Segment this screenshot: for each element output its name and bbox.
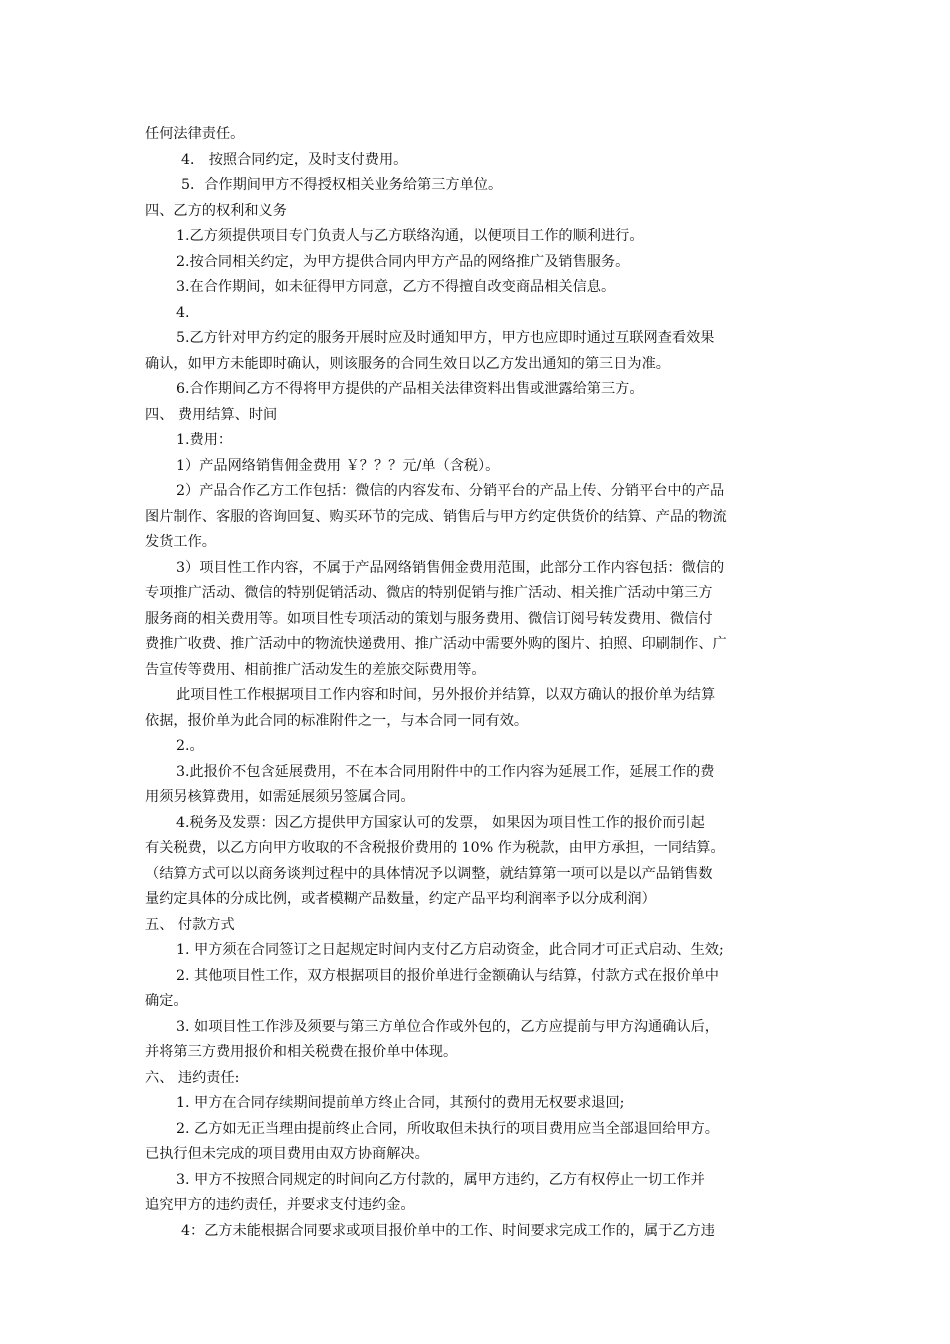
text-line: 并将第三方费用报价和相关税费在报价单中体现。 — [145, 1044, 458, 1060]
text-line: 3. 甲方不按照合同规定的时间向乙方付款的，属甲方违约，乙方有权停止一切工作并 — [176, 1171, 705, 1188]
text-line: 告宣传等费用、相前推广活动发生的差旅交际费用等。 — [145, 661, 486, 678]
text-line: 1.费用： — [176, 432, 233, 448]
text-line: 2.。 — [176, 738, 204, 754]
text-line: 2.按合同相关约定，为甲方提供合同内甲方产品的网络推广及销售服务。 — [176, 253, 630, 270]
text-line: 发货工作。 — [145, 534, 216, 550]
text-line: 6.合作期间乙方不得将甲方提供的产品相关法律资料出售或泄露给第三方。 — [176, 381, 644, 397]
text-line: 3. 如项目性工作涉及须要与第三方单位合作或外包的，乙方应提前与甲方沟通确认后， — [176, 1018, 719, 1035]
text-line: 1.乙方须提供项目专门负责人与乙方联络沟通，以便项目工作的顺利进行。 — [176, 228, 644, 244]
text-line: 3.在合作期间，如未征得甲方同意，乙方不得擅自改变商品相关信息。 — [176, 279, 616, 295]
text-line: 3.此报价不包含延展费用，不在本合同用附件中的工作内容为延展工作，延展工作的费 — [176, 763, 715, 780]
text-line: 1）产品网络销售佣金费用 ￥？？？元/单（含税）。 — [176, 457, 500, 474]
text-line: 四、 费用结算、时间 — [145, 406, 278, 423]
text-line: 服务商的相关费用等。如项目性专项活动的策划与服务费用、微信订阅号转发费用、微信付 — [145, 610, 713, 627]
text-line: 5.乙方针对甲方约定的服务开展时应及时通知甲方，甲方也应即时通过互联网查看效果 — [176, 330, 715, 346]
document-body — [145, 122, 815, 1244]
text-line: 已执行但未完成的项目费用由双方协商解决。 — [145, 1146, 429, 1162]
text-line: 五、 付款方式 — [145, 916, 235, 933]
text-line: 此项目性工作根据项目工作内容和时间，另外报价并结算，以双方确认的报价单为结算 — [176, 687, 716, 703]
text-line: 4.税务及发票：因乙方提供甲方国家认可的发票， 如果因为项目性工作的报价而引起 — [176, 814, 705, 831]
text-line: 用须另核算费用，如需延展须另签属合同。 — [145, 789, 415, 805]
text-line: 3）项目性工作内容，不属于产品网络销售佣金费用范围，此部分工作内容包括：微信的 — [176, 559, 725, 576]
text-line: 5．合作期间甲方不得授权相关业务给第三方单位。 — [181, 177, 503, 193]
text-line: 2）产品合作乙方工作包括：微信的内容发布、分销平台的产品上传、分销平台中的产品 — [176, 483, 725, 499]
text-line: 依据，报价单为此合同的标准附件之一，与本合同一同有效。 — [145, 712, 529, 729]
text-line: 专项推广活动、微信的特别促销活动、微店的特别促销与推广活动、相关推广活动中第三方 — [145, 585, 713, 601]
text-line: （结算方式可以以商务谈判过程中的具体情况予以调整，就结算第一项可以是以产品销售数 — [145, 865, 713, 882]
text-line: 4：乙方未能根据合同要求或项目报价单中的工作、时间要求完成工作的，属于乙方违 — [181, 1222, 715, 1239]
text-line: 量约定具体的分成比例，或者模糊产品数量，约定产品平均利润率予以分成利润） — [145, 891, 656, 907]
text-line: 4. — [176, 304, 190, 321]
text-line: 六、 违约责任: — [145, 1069, 240, 1086]
text-line: 追究甲方的违约责任，并要求支付违约金。 — [145, 1197, 415, 1213]
text-line: 确认，如甲方未能即时确认，则该服务的合同生效日以乙方发出通知的第三日为准。 — [145, 355, 670, 372]
text-line: 四、乙方的权利和义务 — [145, 202, 287, 219]
text-line: 有关税费，以乙方向甲方收取的不含税报价费用的 10% 作为税款，由甲方承担，一同结算。 — [145, 840, 725, 856]
text-line: 费推广收费、推广活动中的物流快递费用、推广活动中需要外购的图片、拍照、印刷制作、广 — [145, 636, 727, 652]
text-line: 1. 甲方在合同存续期间提前单方终止合同，其预付的费用无权要求退回; — [176, 1095, 625, 1111]
text-line: 2. 乙方如无正当理由提前终止合同，所收取但未执行的项目费用应当全部退回给甲方。 — [176, 1120, 719, 1137]
text-line: 4． 按照合同约定，及时支付费用。 — [181, 151, 408, 168]
text-line: 确定。 — [145, 993, 188, 1009]
text-line: 任何法律责任。 — [145, 126, 245, 142]
text-line: 2. 其他项目性工作，双方根据项目的报价单进行金额确认与结算，付款方式在报价单中 — [176, 967, 719, 984]
text-line: 1. 甲方须在合同签订之日起规定时间内支付乙方启动资金，此合同才可正式启动、生效; — [176, 942, 724, 958]
text-line: 图片制作、客服的咨询回复、购买环节的完成、销售后与甲方约定供货价的结算、产品的物流 — [145, 508, 727, 525]
